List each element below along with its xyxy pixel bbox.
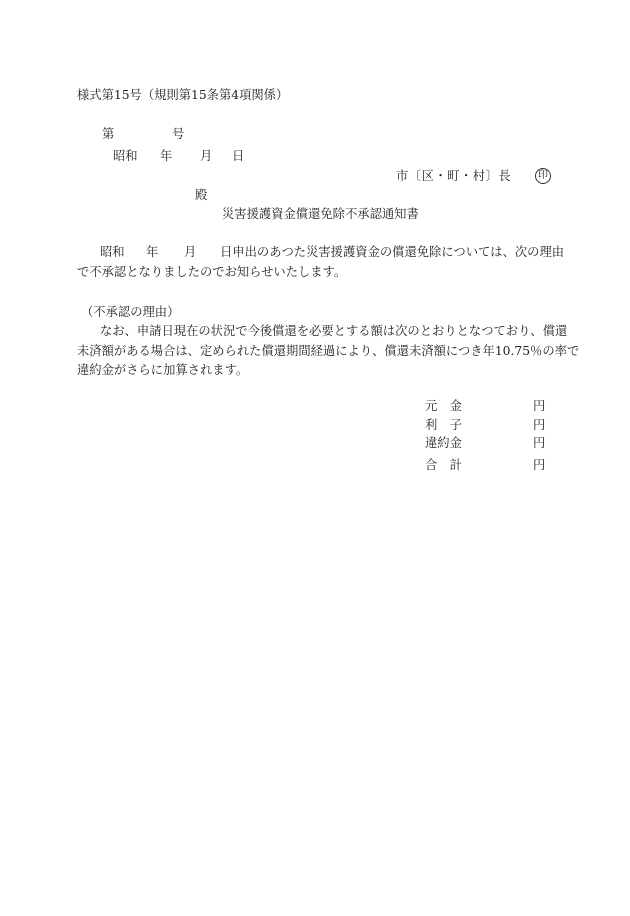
addressee-suffix: 殿 bbox=[195, 188, 208, 202]
amount-unit: 円 bbox=[533, 458, 546, 472]
para2-line1: なお、申請日現在の状況で今後償還を必要とする額は次のとおりとなつており、償還 bbox=[100, 324, 568, 338]
amount-unit: 円 bbox=[533, 399, 546, 413]
amount-label-principal: 元 金 bbox=[425, 399, 462, 413]
para1-era: 昭和 bbox=[100, 245, 125, 259]
date-era: 昭和 bbox=[113, 149, 138, 163]
amount-unit: 円 bbox=[533, 418, 546, 432]
seal-mark: 印 bbox=[535, 168, 551, 184]
form-label: 様式第15号（規則第15条第4項関係） bbox=[77, 88, 289, 102]
amount-label-interest: 利 子 bbox=[425, 418, 462, 432]
para1-year: 年 bbox=[146, 245, 159, 259]
date-month: 月 bbox=[200, 149, 213, 163]
amount-unit: 円 bbox=[533, 436, 546, 450]
number-suffix: 号 bbox=[172, 127, 185, 141]
date-year: 年 bbox=[160, 149, 173, 163]
issuer: 市〔区・町・村〕長 bbox=[396, 169, 512, 183]
reason-heading: （不承認の理由） bbox=[81, 305, 180, 319]
para2-line3: 違約金がさらに加算されます。 bbox=[77, 363, 249, 377]
para1-month: 月 bbox=[184, 245, 197, 259]
date-day: 日 bbox=[232, 149, 245, 163]
para2-line2: 未済額がある場合は、定められた償還期間経過により、償還未済額につき年10.75％の率で bbox=[77, 344, 580, 358]
document-title: 災害援護資金償還免除不承認通知書 bbox=[222, 207, 419, 221]
number-prefix: 第 bbox=[102, 127, 115, 141]
para1-line1: 日申出のあつた災害援護資金の償還免除については、次の理由 bbox=[220, 245, 565, 259]
amount-label-penalty: 違約金 bbox=[425, 436, 462, 450]
para1-line2: で不承認となりましたのでお知らせいたします。 bbox=[77, 265, 347, 279]
amount-label-total: 合 計 bbox=[425, 458, 462, 472]
